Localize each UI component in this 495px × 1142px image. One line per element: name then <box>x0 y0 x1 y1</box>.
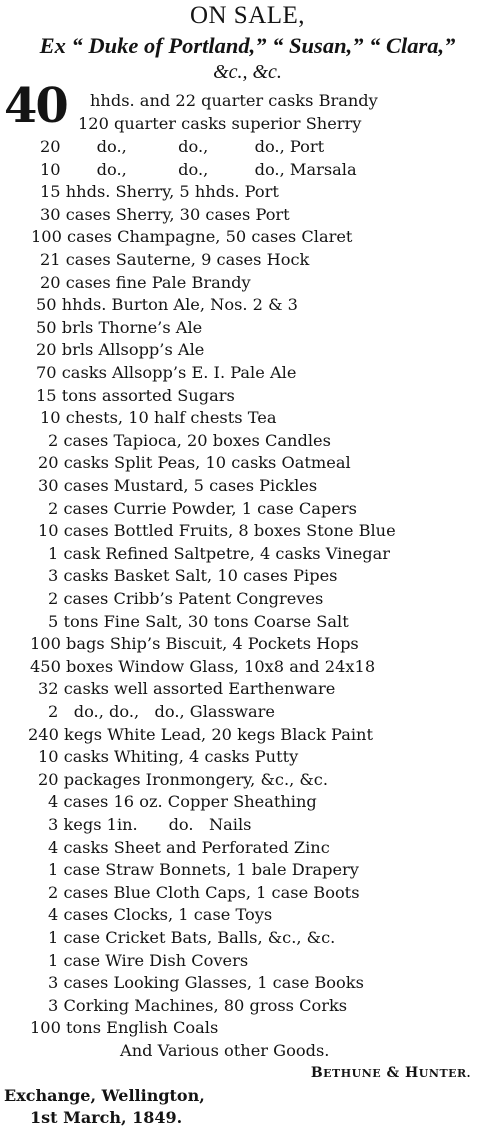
lead-line-2: 120 quarter casks superior Sherry <box>78 114 362 133</box>
item-line: 2 cases Currie Powder, 1 case Capers <box>48 499 357 518</box>
item-line: 10 cases Bottled Fruits, 8 boxes Stone Blue <box>38 521 396 540</box>
item-line: 4 cases Clocks, 1 case Toys <box>48 905 273 924</box>
signature-smallcaps-2: UNTER. <box>418 1067 471 1080</box>
item-line: 1 case Straw Bonnets, 1 bale Drapery <box>48 860 359 879</box>
ships-line: Ex “ Duke of Portland,” “ Susan,” “ Clara,” <box>39 33 456 58</box>
item-line: 30 cases Mustard, 5 cases Pickles <box>38 476 318 495</box>
item-line: 20 cases fine Pale Brandy <box>40 273 251 292</box>
item-line: 4 casks Sheet and Perforated Zinc <box>48 838 330 857</box>
item-line: 1 cask Refined Saltpetre, 4 casks Vinegar <box>48 544 391 563</box>
item-line: 15 hhds. Sherry, 5 hhds. Port <box>40 182 279 201</box>
item-line: 3 kegs 1in. do. Nails <box>48 815 252 834</box>
item-line: 70 casks Allsopp’s E. I. Pale Ale <box>36 363 297 382</box>
signature-amp-h: & H <box>381 1065 419 1081</box>
closing-line: And Various other Goods. <box>120 1041 330 1060</box>
lead-number: 40 <box>4 78 67 134</box>
item-line: 15 tons assorted Sugars <box>36 386 235 405</box>
item-line: 20 brls Allsopp’s Ale <box>36 340 205 359</box>
signature <box>311 1062 471 1085</box>
item-line: 10 chests, 10 half chests Tea <box>40 408 277 427</box>
item-line: 3 Corking Machines, 80 gross Corks <box>48 996 348 1015</box>
item-line: 21 cases Sauterne, 9 cases Hock <box>40 250 310 269</box>
lead-line-1: hhds. and 22 quarter casks Brandy <box>90 91 378 110</box>
item-line: 2 cases Tapioca, 20 boxes Candles <box>48 431 331 450</box>
signature-smallcaps-1: ETHUNE <box>323 1067 382 1080</box>
item-line: 50 hhds. Burton Ale, Nos. 2 & 3 <box>36 295 298 314</box>
item-line: 20 casks Split Peas, 10 casks Oatmeal <box>38 453 351 472</box>
item-line: 2 cases Blue Cloth Caps, 1 case Boots <box>48 883 360 902</box>
item-line: 20 do., do., do., Port <box>40 137 325 156</box>
item-line: 3 cases Looking Glasses, 1 case Books <box>48 973 364 992</box>
item-line: 3 casks Basket Salt, 10 cases Pipes <box>48 566 338 585</box>
item-line: 4 cases 16 oz. Copper Sheathing <box>48 792 317 811</box>
address-line-2: 1st March, 1849. <box>30 1108 183 1127</box>
address-line-1: Exchange, Wellington, <box>4 1086 205 1105</box>
item-line: 30 cases Sherry, 30 cases Port <box>40 205 290 224</box>
item-line: 240 kegs White Lead, 20 kegs Black Paint <box>28 725 373 744</box>
item-line: 100 tons English Coals <box>30 1018 219 1037</box>
item-line: 20 packages Ironmongery, &c., &c. <box>38 770 328 789</box>
item-line: 32 casks well assorted Earthenware <box>38 679 336 698</box>
item-line: 1 case Cricket Bats, Balls, &c., &c. <box>48 928 336 947</box>
item-line: 10 do., do., do., Marsala <box>40 160 357 179</box>
item-line: 1 case Wire Dish Covers <box>48 951 249 970</box>
item-line: 2 do., do., do., Glassware <box>48 702 276 721</box>
item-line: 10 casks Whiting, 4 casks Putty <box>38 747 299 766</box>
item-line: 2 cases Cribb’s Patent Congreves <box>48 589 324 608</box>
heading-on-sale: ON SALE, <box>189 2 306 29</box>
item-line: 450 boxes Window Glass, 10x8 and 24x18 <box>30 657 376 676</box>
etc-line: &c., &c. <box>213 61 282 83</box>
signature-initial-b: B <box>310 1065 324 1081</box>
item-line: 100 bags Ship’s Biscuit, 4 Pockets Hops <box>30 634 359 653</box>
item-line: 5 tons Fine Salt, 30 tons Coarse Salt <box>48 612 349 631</box>
item-line: 100 cases Champagne, 50 cases Claret <box>31 227 353 246</box>
item-line: 50 brls Thorne’s Ale <box>36 318 203 337</box>
